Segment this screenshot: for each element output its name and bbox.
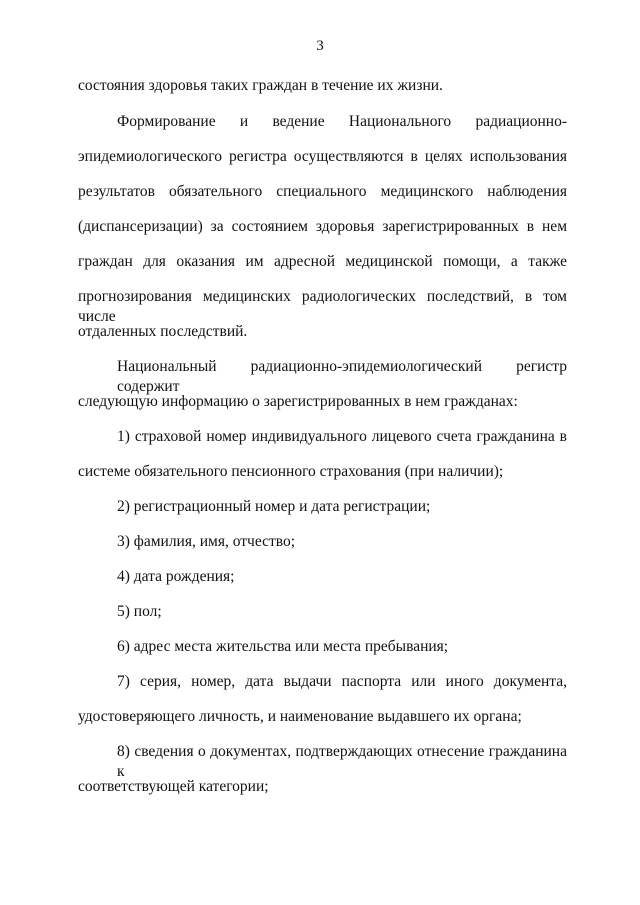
text-line: (диспансеризации) за состоянием здоровья зарегистрированных в нем <box>78 218 567 235</box>
list-item-5: 5) пол; <box>117 603 162 620</box>
text-line: следующую информацию о зарегистрированных в нем гражданах: <box>78 393 518 410</box>
text-line: соответствующей категории; <box>78 778 269 795</box>
paragraph-first-line: Национальный радиационно-эпидемиологический регистр содержит <box>117 358 567 395</box>
page-number: 3 <box>316 38 324 54</box>
text-line: прогнозирования медицинских радиологических последствий, в том числе <box>78 288 567 325</box>
text-line: граждан для оказания им адресной медицинской помощи, а также <box>78 253 567 270</box>
text-line: удостоверяющего личность, и наименование выдавшего их органа; <box>78 708 522 725</box>
text-line: состояния здоровья таких граждан в течение их жизни. <box>78 77 443 94</box>
list-item-3: 3) фамилия, имя, отчество; <box>117 533 296 550</box>
list-item-7: 7) серия, номер, дата выдачи паспорта или иного документа, <box>117 673 567 690</box>
list-item-8: 8) сведения о документах, подтверждающих отнесение гражданина к <box>117 743 567 780</box>
list-item-4: 4) дата рождения; <box>117 568 235 585</box>
text-line: результатов обязательного специального медицинского наблюдения <box>78 183 567 200</box>
list-item-2: 2) регистрационный номер и дата регистрации; <box>117 498 431 515</box>
text-line: отдаленных последствий. <box>78 323 248 340</box>
paragraph-first-line: Формирование и ведение Национального радиационно- <box>117 113 567 130</box>
text-line: системе обязательного пенсионного страхования (при наличии); <box>78 463 504 480</box>
text-line: эпидемиологического регистра осуществляются в целях использования <box>78 148 567 165</box>
list-item-1: 1) страховой номер индивидуального лицевого счета гражданина в <box>117 428 567 445</box>
list-item-6: 6) адрес места жительства или места пребывания; <box>117 638 449 655</box>
